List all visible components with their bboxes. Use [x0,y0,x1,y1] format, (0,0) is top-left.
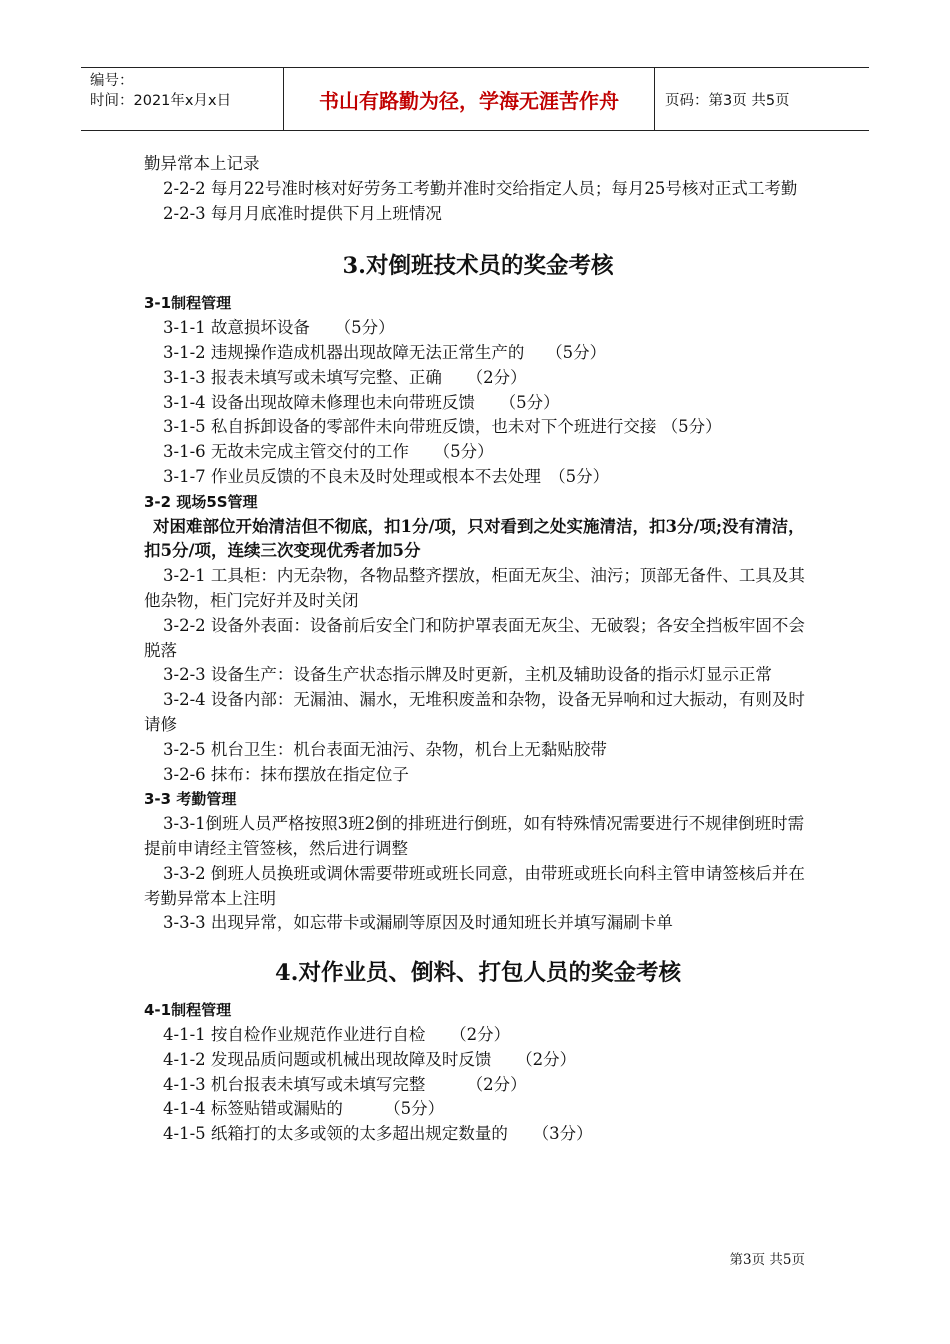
subsection-3-2-title: 3-2 现场5S管理 [144,492,258,511]
item-3-2-4: 3-2-4 设备内部：无漏油、漏水，无堆积废盖和杂物，设备无异响和过大振动，有则及时请修 [144,690,805,734]
header-page-number: 页码：第3页 共5页 [665,92,790,109]
item-2-2-2: 2-2-2 每月22号准时核对好劳务工考勤并准时交给指定人员；每月25号核对正式工考勤 [163,178,798,198]
item-3-1-1: 3-1-1 故意损坏设备 （5分） [163,318,395,338]
item-3-3-1: 3-3-1倒班人员严格按照3班2倒的排班进行倒班，如有特殊情况需要进行不规律倒班时需提前申请经主管签核，然后进行调整 [144,814,805,858]
item-4-1-4: 4-1-4 标签贴错或漏贴的 （5分） [163,1099,445,1119]
item-3-1-2: 3-1-2 违规操作造成机器出现故障无法正常生产的 （5分） [163,342,607,362]
item-4-1-1: 4-1-1 按自检作业规范作业进行自检 （2分） [163,1024,511,1044]
item-3-2-6: 3-2-6 抹布：抹布摆放在指定位子 [163,764,409,784]
scoring-rule: 对困难部位开始清洁但不彻底，扣1分/项，只对看到之处实施清洁，扣3分/项;没有清洁，扣5分/项，连续三次变现优秀者加5分 [144,516,805,561]
item-3-1-5: 3-1-5 私自拆卸设备的零部件未向带班反馈，也未对下个班进行交接 （5分） [163,417,722,437]
section-3-title: 3.对倒班技术员的奖金考核 [342,253,614,280]
header-meta [81,68,283,130]
item-4-1-2: 4-1-2 发现品质问题或机械出现故障及时反馈 （2分） [163,1049,577,1069]
document-number-label: 编号： [90,73,134,89]
item-3-1-4: 3-1-4 设备出现故障未修理也未向带班反馈 （5分） [163,392,560,412]
section-4-title: 4.对作业员、倒料、打包人员的奖金考核 [275,960,681,987]
item-3-2-3: 3-2-3 设备生产：设备生产状态指示牌及时更新，主机及辅助设备的指示灯显示正常 [163,665,772,685]
subsection-4-1-title: 4-1制程管理 [144,1001,232,1020]
item-3-3-3: 3-3-3 出现异常，如忘带卡或漏刷等原因及时通知班长并填写漏刷卡单 [163,913,673,933]
document-body [144,152,812,1147]
item-3-1-6: 3-1-6 无故未完成主管交付的工作 （5分） [163,442,494,462]
item-3-1-7: 3-1-7 作业员反馈的不良未及时处理或根本不去处理 （5分） [163,466,610,486]
page-footer: 第3页 共5页 [729,1252,805,1268]
item-3-2-1: 3-2-1 工具柜：内无杂物，各物品整齐摆放，柜面无灰尘、油污；顶部无备件、工具及其他杂物，柜门完好并及时关闭 [144,566,805,610]
item-4-1-3: 4-1-3 机台报表未填写或未填写完整 （2分） [163,1074,527,1094]
item-4-1-5: 4-1-5 纸箱打的太多或领的太多超出规定数量的 （3分） [163,1124,593,1144]
item-3-2-2: 3-2-2 设备外表面：设备前后安全门和防护罩表面无灰尘、无破裂；各安全挡板牢固不会脱落 [144,615,805,660]
subsection-3-3-title: 3-3 考勤管理 [144,790,237,809]
document-time-label: 时间：2021年x月x日 [90,93,232,109]
continued-line: 勤异常本上记录 [144,154,260,173]
item-2-2-3: 2-2-3 每月月底准时提供下月上班情况 [163,203,442,223]
item-3-3-2: 3-3-2 倒班人员换班或调休需要带班或班长同意，由带班或班长向科主管申请签核后并在考勤异常本上注明 [144,863,805,908]
page-header [81,67,869,131]
subsection-3-1-title: 3-1制程管理 [144,294,232,313]
item-3-1-3: 3-1-3 报表未填写或未填写完整、正确 （2分） [163,367,527,387]
item-3-2-5: 3-2-5 机台卫生：机台表面无油污、杂物，机台上无黏贴胶带 [163,739,607,759]
header-motto: 书山有路勤为径，学海无涯苦作舟 [283,68,655,130]
